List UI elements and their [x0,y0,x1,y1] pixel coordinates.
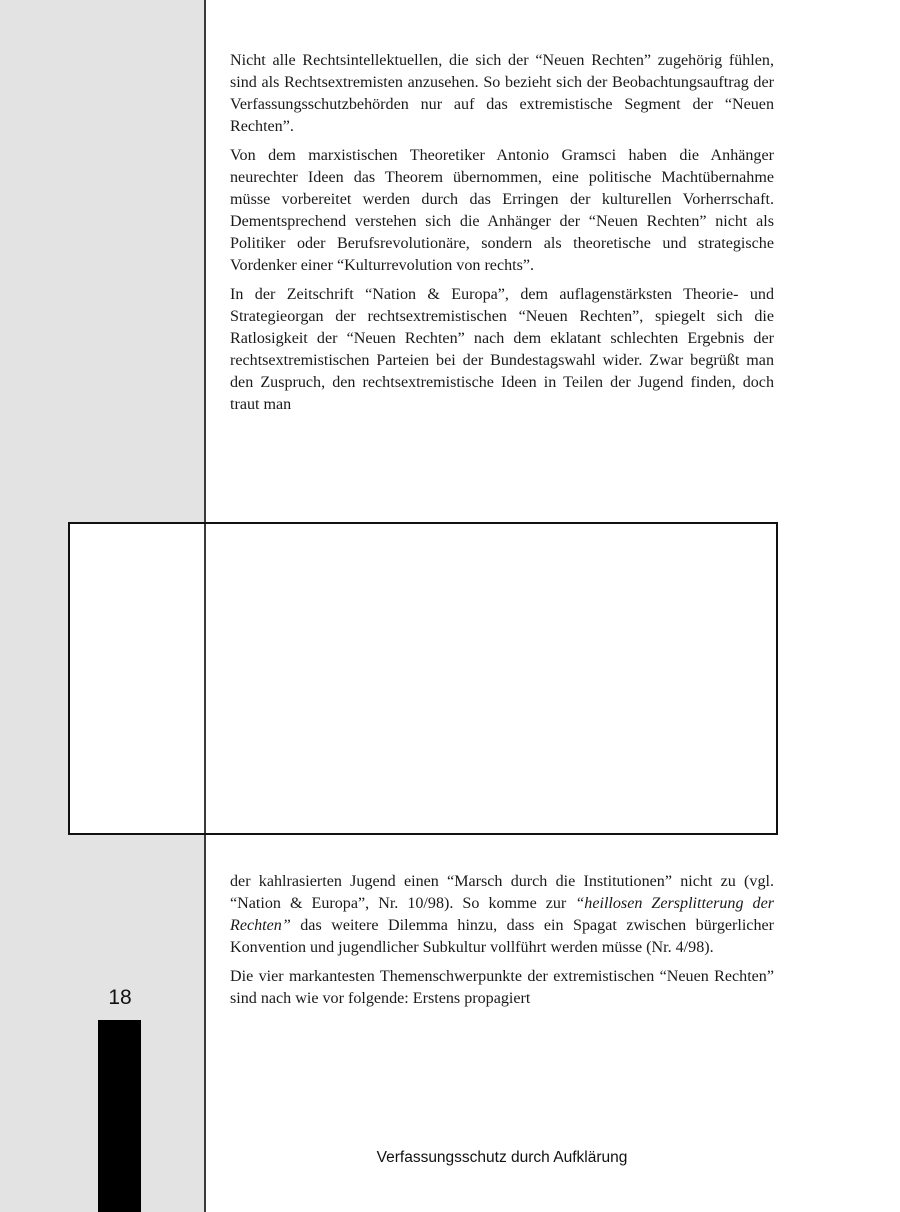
page-number: 18 [108,986,132,1009]
paragraph: Die vier markantesten Themenschwerpunkte der extremistischen “Neuen Rechten” sind nach wie vor folgende: Erstens propagiert [230,968,774,1007]
figure-divider-line [204,524,206,833]
paragraph: Von dem marxistischen Theoretiker Antonio Gramsci haben die Anhänger neurechter Ideen das Theorem übernommen, eine politische Machtübernahme müsse vorbereitet werden durch das Erringen der kulturellen Vorherrschaft. Dementsprechend verstehen sich die Anhänger der “Neuen Rechten” nicht als Politiker oder Berufsrevolutionäre, sondern als theoretische und strategische Vordenker einer “Kulturrevolution von rechts”. [230,147,774,274]
paragraph: Nicht alle Rechtsintellektuellen, die sich der “Neuen Rechten” zugehörig fühlen, sind als Rechtsextremisten anzusehen. So bezieht sich der Beobachtungsauftrag der Verfassungsschutzbehörden nur auf das extremistische Segment der “Neuen Rechten”. [230,52,774,135]
body-text-top [230,50,774,423]
paragraph-text: das weitere Dilemma hinzu, dass ein Spagat zwischen bürgerlicher Konvention und jugendlicher Subkultur vollführt werden müsse (Nr. 4/98). [230,917,774,956]
paragraph-text: der kahlrasierten Jugend einen “Marsch durch die Institutionen” nicht zu (vgl. “Nation & Europa”, Nr. 10/98). So komme zur [230,873,774,912]
page-number-bar [98,1020,141,1212]
empty-figure-box [68,522,778,835]
quoted-phrase: “heillosen Zersplitterung der Rechten” [230,895,774,934]
body-text-bottom [230,871,774,1017]
paragraph [230,871,774,959]
page-footer: Verfassungsschutz durch Aufklärung [376,1149,628,1166]
paragraph: In der Zeitschrift “Nation & Europa”, dem auflagenstärksten Theorie- und Strategieorgan der rechtsextremistischen “Neuen Rechten”, spiegelt sich die Ratlosigkeit der “Neuen Rechten” nach dem eklatant schlechten Ergebnis der rechtsextremistischen Parteien bei der Bundestagswahl wider. Zwar begrüßt man den Zuspruch, den rechtsextremistische Ideen in Teilen der Jugend finden, doch traut man [230,286,774,413]
